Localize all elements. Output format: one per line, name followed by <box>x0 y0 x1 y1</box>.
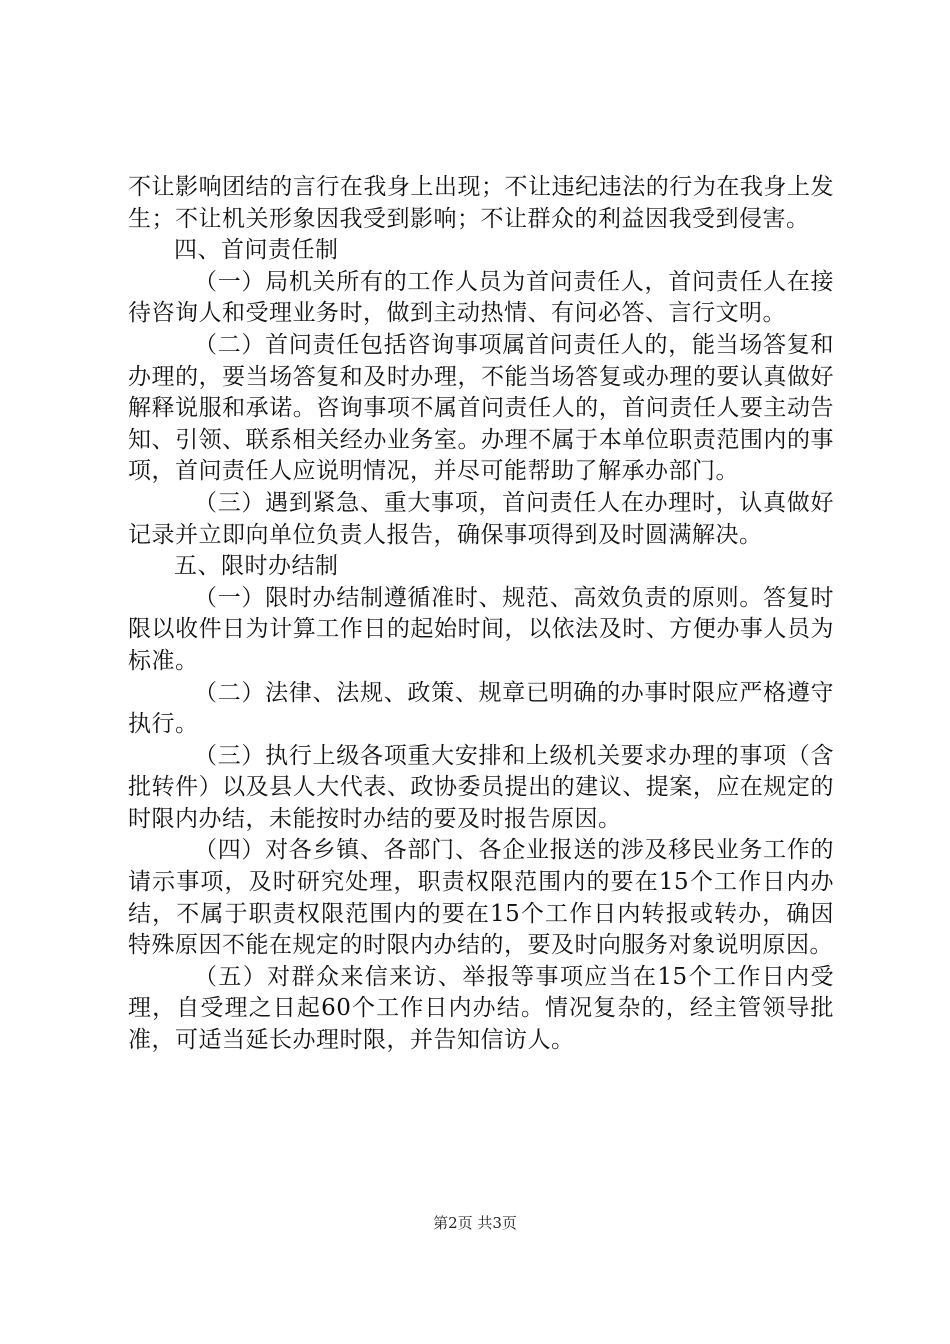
body-paragraph: （三）执行上级各项重大安排和上级机关要求办理的事项（含批转件）以及县人大代表、政协委员提出的建议、提案，应在规定的时限内办结，未能按时办结的要及时报告原因。 <box>128 742 834 832</box>
body-paragraph: （三）遇到紧急、重大事项，首问责任人在办理时，认真做好记录并立即向单位负责人报告，确保事项得到及时圆满解决。 <box>128 489 834 548</box>
body-paragraph: 不让影响团结的言行在我身上出现；不让违纪违法的行为在我身上发生；不让机关形象因我受到影响；不让群众的利益因我受到侵害。 <box>128 174 834 232</box>
body-paragraph: （一）局机关所有的工作人员为首问责任人，首问责任人在接待咨询人和受理业务时，做到主动热情、有问必答、言行文明。 <box>128 268 834 327</box>
body-paragraph: （二）法律、法规、政策、规章已明确的办事时限应严格遵守执行。 <box>128 679 834 738</box>
page-footer: 第2页 共3页 <box>433 1214 517 1232</box>
body-paragraph: （四）对各乡镇、各部门、各企业报送的涉及移民业务工作的请示事项，及时研究处理，职责权限范围内的要在15个工作日内办结，不属于职责权限范围内的要在15个工作日内转报或转办，确因特殊原因不能在规定的时限内办结的，要及时向服务对象说明原因。 <box>128 837 834 959</box>
body-paragraph: （二）首问责任包括咨询事项属首问责任人的，能当场答复和办理的，要当场答复和及时办理，不能当场答复或办理的要认真做好解释说服和承诺。咨询事项不属首问责任人的，首问责任人要主动告知、引领、联系相关经办业务室。办理不属于本单位职责范围内的事项，首问责任人应说明情况，并尽可能帮助了解承办部门。 <box>128 331 834 485</box>
body-paragraph: （五）对群众来信来访、举报等事项应当在15个工作日内受理，自受理之日起60个工作日内办结。情况复杂的，经主管领导批准，可适当延长办理时限，并告知信访人。 <box>128 963 834 1054</box>
body-paragraph: （一）限时办结制遵循准时、规范、高效负责的原则。答复时限以收件日为计算工作日的起始时间，以依法及时、方便办事人员为标准。 <box>128 584 834 674</box>
section-heading: 四、首问责任制 <box>174 237 339 264</box>
section-heading: 五、限时办结制 <box>174 553 339 580</box>
document-body <box>128 172 834 1057</box>
